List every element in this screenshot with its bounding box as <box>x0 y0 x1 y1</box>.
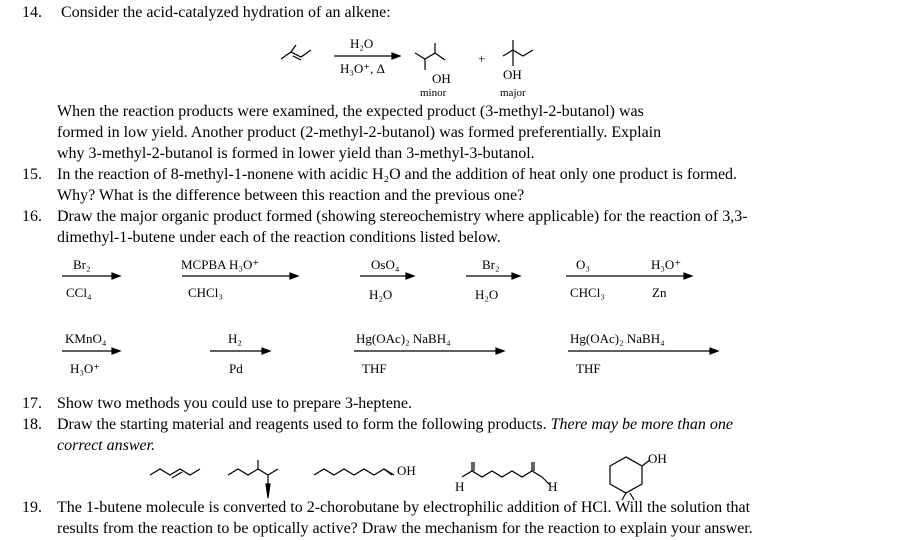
q16-line-2: dimethyl-1-butene under each of the reaction conditions listed below. <box>57 229 501 246</box>
q16-r2-c3-top: Hg(OAc)₂ NaBH₄ <box>356 331 451 346</box>
q18-product-1-structure <box>150 469 200 478</box>
q16-r1-c1-bottom: CCl₄ <box>66 285 92 300</box>
q16-r1-c6-top: H₃O⁺ <box>651 257 682 272</box>
q18-product-4-structure <box>462 462 550 485</box>
q16-r2-c1-top: KMnO₄ <box>65 331 107 346</box>
q16-r1-c2-bottom: CHCl₃ <box>188 285 223 300</box>
q18-product-3-structure <box>314 469 394 475</box>
q18-text-line-2 <box>57 437 155 455</box>
q16-r1-c3-bottom: H₂O <box>369 287 393 302</box>
major-product-structure <box>503 40 533 66</box>
question-14-text: Consider the acid-catalyzed hydration of an alkene: <box>61 4 391 21</box>
q14-major-oh-label: OH <box>503 67 522 82</box>
q14-reagent-top: H₂O <box>350 36 374 51</box>
q18-oh-label-1: OH <box>397 463 416 478</box>
q16-r2-c2-top: H₂ <box>228 331 242 346</box>
question-19-number: 19. <box>22 499 42 516</box>
q14-paragraph-line-2: formed in low yield. Another product (2-methyl-2-butanol) was formed preferentially. Explain <box>57 124 662 141</box>
q18-text-italic-2: correct answer. <box>57 437 156 454</box>
minor-product-structure <box>415 43 445 70</box>
q18-text-italic: There may be more than one <box>550 416 733 433</box>
q14-reagent-bottom: H₃O⁺, Δ <box>340 61 386 76</box>
q16-r1-c5-top: O₃ <box>576 257 590 272</box>
question-15-number: 15. <box>22 166 42 183</box>
q17-text: Show two methods you could use to prepare 3-heptene. <box>57 395 413 412</box>
q14-major-label: major <box>500 87 526 99</box>
q16-r2-c4-top: Hg(OAc)₂ NaBH₄ <box>570 331 665 346</box>
question-17-number: 17. <box>22 395 42 412</box>
q16-r1-c5-bottom: CHCl₃ <box>570 285 605 300</box>
q14-paragraph-line-3: why 3-methyl-2-butanol is formed in lower yield than 3-methyl-3-butanol. <box>57 145 535 162</box>
q16-row1-arrows <box>62 273 692 279</box>
q16-line-1: Draw the major organic product formed (showing stereochemistry where applicable) for the reaction of 3,3- <box>57 208 748 225</box>
reactant-alkene-structure <box>281 45 311 60</box>
q18-h-label-1: H <box>455 479 465 494</box>
q16-r1-c4-bottom: H₂O <box>475 287 499 302</box>
q16-r2-c3-bottom: THF <box>362 361 387 376</box>
q16-r1-c3-top: OsO₄ <box>371 257 400 272</box>
q14-minor-oh-label: OH <box>432 71 451 86</box>
q18-text-regular: Draw the starting material and reagents used to form the following products. <box>57 416 551 433</box>
q14-paragraph-line-1: When the reaction products were examined, the expected product (3-methyl-2-butanol) was <box>57 103 644 120</box>
q16-r2-c4-bottom: THF <box>576 361 601 376</box>
q18-h-label-2: H <box>548 479 558 494</box>
question-18-number: 18. <box>22 416 42 433</box>
q16-r1-c4-top: Br₂ <box>482 257 500 272</box>
question-16-number: 16. <box>22 208 42 225</box>
q15-line-2: Why? What is the difference between this reaction and the previous one? <box>57 187 525 204</box>
q19-line-1: The 1-butene molecule is converted to 2-chorobutane by electrophilic addition of HCl. Will the solution that <box>57 499 751 516</box>
reaction-arrow-q14 <box>334 53 400 59</box>
q18-product-5-structure <box>610 457 650 500</box>
q16-r2-c2-bottom: Pd <box>229 361 243 376</box>
q18-oh-label-2: OH <box>648 451 667 466</box>
question-14-number: 14. <box>22 4 42 21</box>
q16-row2-arrows <box>62 348 718 354</box>
q14-plus-sign: + <box>478 51 486 66</box>
q14-minor-label: minor <box>420 87 447 99</box>
q15-line-1: In the reaction of 8-methyl-1-nonene with acidic H₂O and the addition of heat only one product is formed. <box>57 166 738 183</box>
q16-r1-c6-bottom: Zn <box>652 285 667 300</box>
q18-text <box>57 416 733 434</box>
q16-r1-c2-top: MCPBA H₃O⁺ <box>181 257 260 272</box>
q19-line-2: results from the reaction to be optically active? Draw the mechanism for the reaction to explain your answer. <box>57 520 753 537</box>
q16-r2-c1-bottom: H₃O⁺ <box>70 361 101 376</box>
q18-product-2-structure <box>228 460 278 498</box>
q16-r1-c1-top: Br₂ <box>73 257 91 272</box>
